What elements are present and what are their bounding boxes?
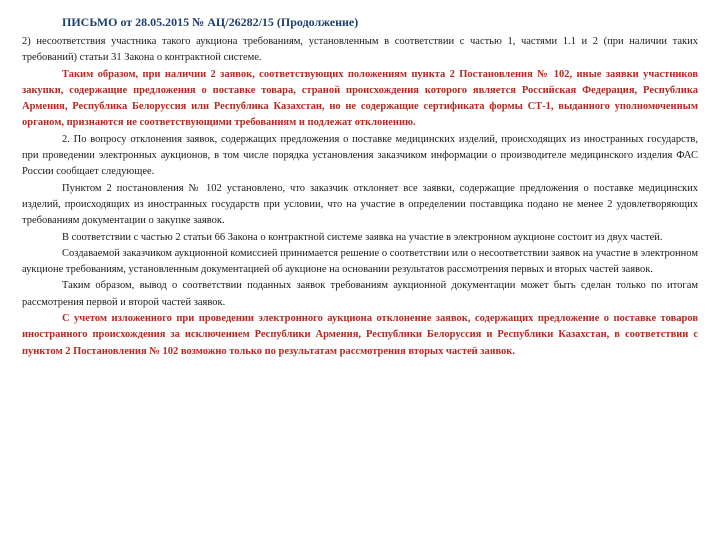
- paragraph-medical-devices-question: 2. По вопросу отклонения заявок, содержащих предложения о поставке медицинских изделий, происходящих из иностранных государств, при проведении электронных аукционов, в том числе порядка установления заказчиком информации о производителе медицинского изделия ФАС России сообщает следующее.: [22, 133, 698, 178]
- paragraph-article-66-two-parts: В соответствии с частью 2 статьи 66 Закона о контрактной системе заявка на участие в электронном аукционе состоит из двух частей.: [62, 231, 663, 243]
- paragraph-resolution-102-point-2: Пунктом 2 постановления № 102 установлено, что заказчик отклоняет все заявки, содержащие предложения о поставке медицинских изделий, происходящих из иностранных государств при условии, что на участие в определении поставщика подано не менее 2 удовлетворяющих требованиям документации о закупке заявок.: [22, 182, 698, 227]
- paragraph-conclusion-two-bids: Таким образом, при наличии 2 заявок, соответствующих положениям пункта 2 Постановления № 102, иные заявки участников закупки, содержащие предложения о поставке товара, страной происхождения которого является Российская Федерация, Республика Армения, Республика Белоруссия или Республика Казахстан, но не содержащие сертификата формы СТ-1, выданного уполномоченным органом, признаются не соответствующими требованиям и подлежат отклонению.: [22, 68, 698, 129]
- letter-title: ПИСЬМО от 28.05.2015 № АЦ/26282/15 (Продолжение): [62, 15, 359, 29]
- paragraph-final-conclusion: С учетом изложенного при проведении электронного аукциона отклонение заявок, содержащих предложение о поставке товаров иностранного происхождения за исключением Республики Армения, Республики Белоруссия и Республики Казахстан, в соответствии с пунктом 2 Постановления № 102 возможно только по результатам рассмотрения вторых частей заявок.: [22, 313, 698, 357]
- paragraph-conclusion-both-parts: Таким образом, вывод о соответствии поданных заявок требованиям аукционной документации может быть сделан только по итогам рассмотрения первой и второй частей заявок.: [22, 280, 698, 308]
- paragraph-item-2-nonconformity: 2) несоответствия участника такого аукциона требованиям, установленным в соответствии с частью 1, частями 1.1 и 2 (при наличии таких требований) статьи 31 Закона о контрактной системе.: [22, 36, 698, 64]
- paragraph-commission-decision: Создаваемой заказчиком аукционной комиссией принимается решение о соответствии или о несоответствии заявок на участие в электронном аукционе требованиям, установленным документацией об аукционе на основании результатов рассмотрения первых и вторых частей заявок.: [22, 247, 698, 276]
